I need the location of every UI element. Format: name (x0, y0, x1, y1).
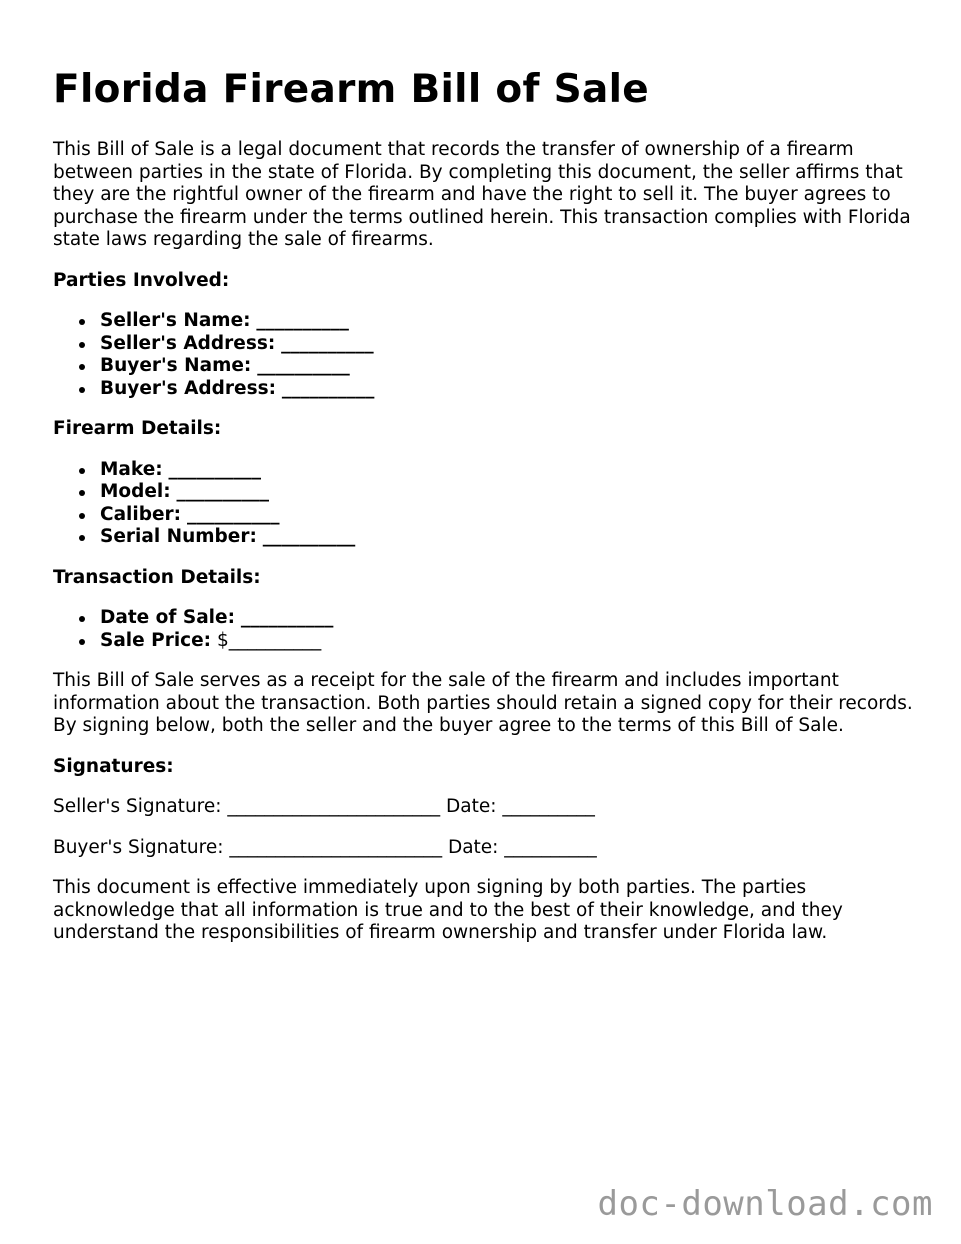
list-item (100, 630, 913, 653)
field-blank[interactable]: __________ (281, 332, 374, 354)
list-item (100, 481, 913, 504)
list-item (100, 310, 913, 333)
list-item (100, 504, 913, 527)
field-label: Date of Sale: (100, 607, 235, 628)
field-label: Model: (100, 481, 171, 502)
list-item (100, 355, 913, 378)
list-item (100, 459, 913, 482)
list-item (100, 378, 913, 401)
field-label: Sale Price: (100, 629, 212, 651)
document-page (53, 66, 913, 945)
field-blank[interactable]: __________ (168, 458, 262, 480)
firearm-heading: Firearm Details: (53, 418, 222, 439)
list-item (100, 526, 913, 549)
field-label: Buyer's Address: (100, 377, 277, 399)
field-blank[interactable]: __________ (176, 481, 270, 502)
field-blank[interactable]: $__________ (216, 629, 322, 651)
field-blank[interactable]: __________ (257, 355, 350, 376)
field-blank[interactable]: __________ (262, 526, 356, 547)
field-label: Seller's Address: (100, 332, 276, 354)
list-item (100, 333, 913, 356)
field-label: Serial Number: (100, 526, 257, 547)
field-label: Buyer's Name: (100, 355, 252, 376)
firearm-list (53, 459, 913, 549)
parties-list (53, 310, 913, 400)
field-blank[interactable]: __________ (240, 607, 334, 628)
document-title: Florida Firearm Bill of Sale (53, 67, 650, 112)
signatures-heading: Signatures: (53, 755, 174, 777)
parties-heading: Parties Involved: (53, 269, 230, 291)
field-blank[interactable]: __________ (256, 310, 349, 331)
buyer-signature-line[interactable]: Buyer's Signature: _______________________ Date: __________ (53, 836, 597, 858)
transaction-list (53, 607, 913, 652)
field-blank[interactable]: __________ (186, 503, 280, 525)
seller-signature-line[interactable]: Seller's Signature: _______________________ Date: __________ (53, 796, 595, 817)
list-item (100, 607, 913, 630)
field-label: Make: (100, 458, 163, 480)
closing-paragraph: This document is effective immediately upon signing by both parties. The parties acknowledge that all information is true and to the best of their knowledge, and they understand the responsibilities of firearm ownership and transfer under Florida law. (53, 877, 843, 943)
transaction-heading: Transaction Details: (53, 566, 261, 588)
field-label: Caliber: (100, 503, 182, 525)
field-label: Seller's Name: (100, 310, 251, 331)
field-blank[interactable]: __________ (281, 377, 375, 399)
intro-paragraph: This Bill of Sale is a legal document that records the transfer of ownership of a firearm between parties in the state of Florida. By completing this document, the seller affirms that they are the rightful owner of the firearm and have the right to sell it. The buyer agrees to purchase the firearm under the terms outlined herein. This transaction complies with Florida state laws regarding the sale of firearms. (53, 139, 911, 250)
receipt-paragraph: This Bill of Sale serves as a receipt for the sale of the firearm and includes important information about the transaction. Both parties should retain a signed copy for their records. By signing below, both the seller and the buyer agree to the terms of this Bill of Sale. (53, 670, 913, 736)
watermark: doc-download.com (597, 1184, 933, 1224)
